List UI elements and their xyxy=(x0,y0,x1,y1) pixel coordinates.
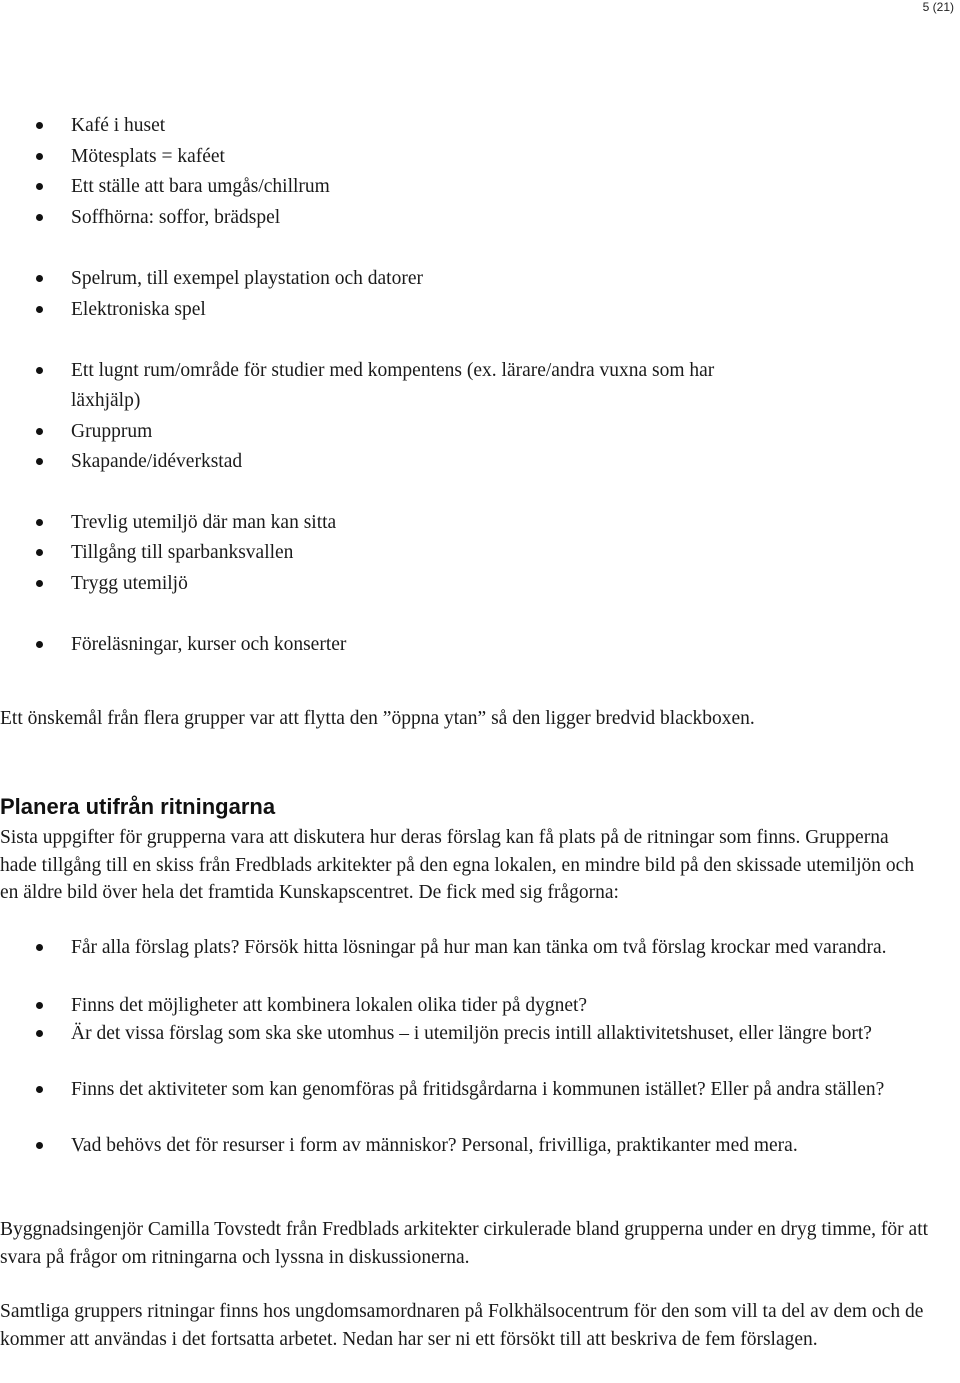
list-item-text: Trevlig utemiljö där man kan sitta xyxy=(71,512,337,533)
bullet-icon xyxy=(36,275,43,282)
list-item-text: Skapande/idéverkstad xyxy=(71,451,243,472)
list-item-text: Ett ställe att bara umgås/chillrum xyxy=(71,176,330,197)
bullet-icon xyxy=(36,183,43,190)
list-item-text: Spelrum, till exempel playstation och datorer xyxy=(71,268,423,289)
list-item-text: Är det vissa förslag som ska ske utomhus – i utemiljön precis intill allaktivitetshuset, eller längre bort? xyxy=(71,1023,872,1044)
bullet-icon xyxy=(36,1002,43,1009)
bullet-icon xyxy=(36,549,43,556)
list-item-text: Mötesplats = kaféet xyxy=(71,146,225,167)
section-heading: Planera utifrån ritningarna xyxy=(0,794,276,819)
page-number: 5 (21) xyxy=(922,0,954,14)
list-item-text: läxhjälp) xyxy=(71,390,141,411)
list-item-text: Ett lugnt rum/område för studier med kompentens (ex. lärare/andra vuxna som har xyxy=(71,360,715,381)
list-item-text: Grupprum xyxy=(71,421,153,442)
bullet-icon xyxy=(36,306,43,313)
bullet-icon xyxy=(36,153,43,160)
list-item-text: Får alla förslag plats? Försök hitta lösningar på hur man kan tänka om två förslag krockar med varandra. xyxy=(71,937,887,958)
list-item-text: Tillgång till sparbanksvallen xyxy=(71,542,294,563)
list-item-text: Föreläsningar, kurser och konserter xyxy=(71,634,347,655)
list-item-text: Soffhörna: soffor, brädspel xyxy=(71,207,281,228)
bullet-icon xyxy=(36,367,43,374)
wish-paragraph: Ett önskemål från flera grupper var att flytta den ”öppna ytan” så den ligger bredvid blackboxen. xyxy=(0,708,755,729)
bullet-icon xyxy=(36,641,43,648)
engineer-paragraph: Byggnadsingenjör Camilla Tovstedt från Fredblads arkitekter cirkulerade bland grupperna under en dryg timme, för att svara på frågor om ritningarna och lyssna in diskussionerna. xyxy=(0,1219,929,1268)
bullet-icon xyxy=(36,122,43,129)
bullet-icon xyxy=(36,1086,43,1093)
bullet-icon xyxy=(36,1030,43,1037)
bullet-icon xyxy=(36,944,43,951)
section-intro: Sista uppgifter för grupperna vara att diskutera hur deras förslag kan få plats på de ritningar som finns. Grupperna hade tillgång till en skiss från Fredblads arkitekter på den egna lokalen, en mindre bild på den skissade utemiljön och en äldre bild över hela det framtida Kunskapscentret. De fick med sig frågorna: xyxy=(0,827,915,904)
list-item-text: Finns det möjligheter att kombinera lokalen olika tider på dygnet? xyxy=(71,995,588,1016)
bullet-icon xyxy=(36,580,43,587)
list-item-text: Vad behövs det för resurser i form av människor? Personal, frivilliga, praktikanter med mera. xyxy=(71,1135,798,1156)
closing-paragraph: Samtliga gruppers ritningar finns hos ungdomsamordnaren på Folkhälsocentrum för den som vill ta del av dem och de kommer att användas i det fortsatta arbetet. Nedan har ser ni ett försökt till att beskriva de fem förslagen. xyxy=(0,1301,924,1350)
bullet-icon xyxy=(36,214,43,221)
list-item-text: Finns det aktiviteter som kan genomföras på fritidsgårdarna i kommunen istället? Eller på andra ställen? xyxy=(71,1079,885,1100)
bullet-icon xyxy=(36,458,43,465)
list-item-text: Elektroniska spel xyxy=(71,299,206,320)
bullet-icon xyxy=(36,519,43,526)
list-item-text: Kafé i huset xyxy=(71,115,166,136)
bullet-icon xyxy=(36,1142,43,1149)
list-item-text: Trygg utemiljö xyxy=(71,573,188,594)
bullet-icon xyxy=(36,428,43,435)
